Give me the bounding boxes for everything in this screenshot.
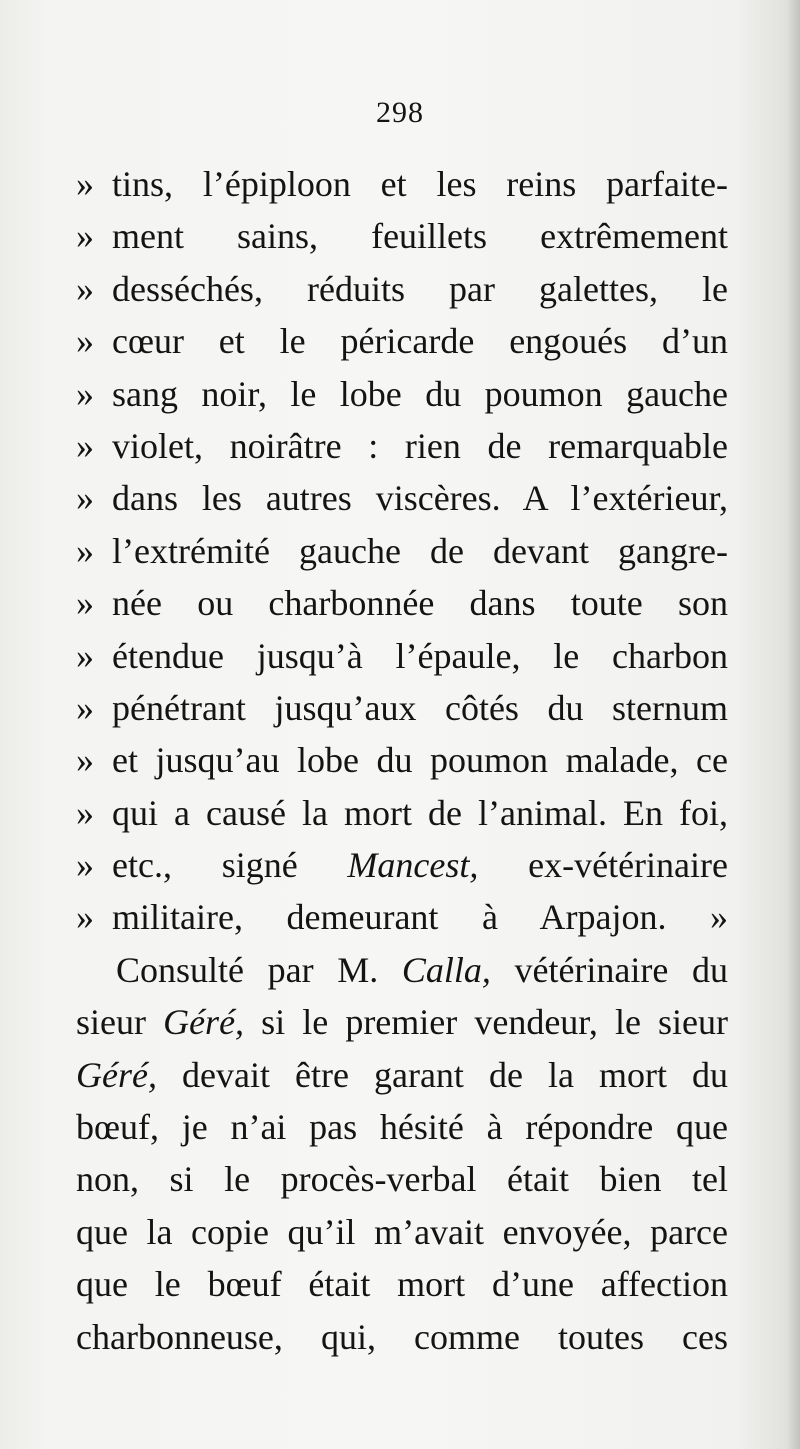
line-text-post: si le premier vendeur, le sieur	[244, 1002, 728, 1043]
line-text: étendue jusqu’à l’épaule, le charbon	[112, 635, 728, 676]
line-text-post: ex-vétérinaire	[478, 845, 728, 886]
line-text: violet, noirâtre : rien de remarquable	[112, 425, 728, 466]
paragraph-line	[76, 1258, 728, 1310]
paragraph-line	[76, 1101, 728, 1153]
line-text-post: vétérinaire du	[490, 949, 728, 990]
italic-name: Calla,	[401, 949, 491, 990]
quote-mark: »	[76, 583, 94, 624]
quoted-line	[76, 420, 728, 472]
quoted-line	[76, 682, 728, 734]
paragraph-line	[76, 944, 728, 996]
line-text: qui a causé la mort de l’animal. En foi,	[112, 792, 728, 833]
paragraph-line	[76, 1311, 728, 1363]
page-text	[76, 158, 728, 1363]
quote-mark: »	[76, 635, 94, 676]
italic-name: Géré,	[76, 1054, 157, 1095]
paragraph-line	[76, 1049, 728, 1101]
line-text-pre: etc., signé	[112, 845, 348, 886]
line-text: ment sains, feuillets extrêmement	[112, 216, 728, 257]
quoted-line	[76, 315, 728, 367]
quoted-line	[76, 734, 728, 786]
quoted-line	[76, 263, 728, 315]
quote-mark: »	[76, 687, 94, 728]
page-number: 298	[376, 96, 424, 129]
quoted-line	[76, 839, 728, 891]
quoted-line	[76, 525, 728, 577]
quote-mark: »	[76, 478, 94, 519]
quoted-line	[76, 577, 728, 629]
quote-mark: »	[76, 216, 94, 257]
quoted-line	[76, 472, 728, 524]
line-text: tins, l’épiploon et les reins parfaite-	[112, 164, 728, 204]
quote-mark: »	[76, 268, 94, 309]
quote-mark: »	[76, 845, 94, 886]
paragraph-line	[76, 996, 728, 1048]
line-text: charbonneuse, qui, comme toutes ces	[76, 1316, 728, 1357]
line-text-pre: sieur	[76, 1002, 164, 1043]
paragraph-line	[76, 1206, 728, 1258]
quote-mark: »	[76, 321, 94, 362]
line-text: militaire, demeurant à Arpajon. »	[112, 897, 728, 938]
quoted-line	[76, 630, 728, 682]
quote-mark: »	[76, 897, 94, 938]
quoted-line	[76, 368, 728, 420]
line-text: et jusqu’au lobe du poumon malade, ce	[112, 740, 728, 781]
quoted-line	[76, 158, 728, 210]
line-text: l’extrémité gauche de devant gangre-	[112, 530, 728, 571]
line-text: non, si le procès-verbal était bien tel	[76, 1159, 728, 1200]
quote-mark: »	[76, 373, 94, 414]
line-text: née ou charbonnée dans toute son	[112, 583, 728, 624]
quoted-line	[76, 787, 728, 839]
line-text-pre: Consulté par M.	[116, 949, 402, 990]
line-text: desséchés, réduits par galettes, le	[112, 268, 728, 309]
page-edge-shadow	[786, 0, 800, 1449]
quote-mark: »	[76, 530, 94, 571]
line-text: dans les autres viscères. A l’extérieur,	[112, 478, 728, 519]
line-text-post: devait être garant de la mort du	[156, 1054, 728, 1095]
quote-mark: »	[76, 164, 94, 204]
quoted-line	[76, 891, 728, 943]
quote-mark: »	[76, 792, 94, 833]
line-text: que la copie qu’il m’avait envoyée, parce	[76, 1211, 728, 1252]
quote-mark: »	[76, 425, 94, 466]
paragraph-line	[76, 1153, 728, 1205]
italic-name: Mancest,	[347, 845, 479, 886]
line-text: sang noir, le lobe du poumon gauche	[112, 373, 728, 414]
line-text: que le bœuf était mort d’une affection	[76, 1264, 728, 1305]
quote-mark: »	[76, 740, 94, 781]
italic-name: Géré,	[163, 1002, 245, 1043]
line-text: bœuf, je n’ai pas hésité à répondre que	[76, 1107, 728, 1148]
line-text: pénétrant jusqu’aux côtés du sternum	[112, 687, 728, 728]
line-text: cœur et le péricarde engoués d’un	[112, 321, 728, 362]
quoted-line	[76, 210, 728, 262]
